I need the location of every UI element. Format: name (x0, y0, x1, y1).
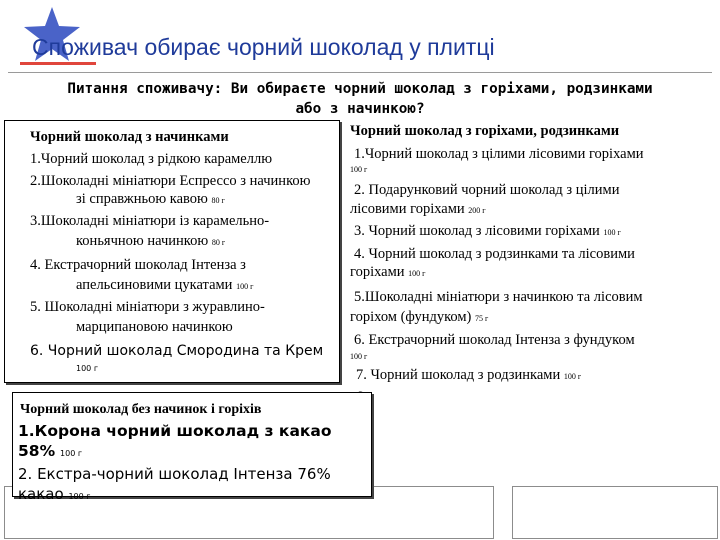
list-item: марципановою начинкою (76, 319, 233, 335)
list-item: коньячною начинкою 80 г (76, 233, 226, 249)
question-line-2: або з начинкою? (295, 101, 425, 117)
list-item: 1.Чорний шоколад з рідкою карамеллю (30, 151, 273, 167)
title-accent-line (20, 62, 96, 65)
list-item: 1.Корона чорний шоколад з какао (18, 422, 332, 440)
list-item: апельсиновими цукатами 100 г (76, 277, 254, 293)
nuts-heading: Чорний шоколад з горіхами, родзинками (350, 123, 620, 139)
list-item: 1.Чорний шоколад з цілими лісовими горіхами (354, 146, 644, 162)
list-item: 2. Екстра-чорний шоколад Інтенза 76% (18, 465, 331, 483)
list-item: 7. Чорний шоколад з родзинками 100 г (356, 367, 582, 383)
list-item: 100 г (350, 352, 368, 361)
plain-heading: Чорний шоколад без начинок і горіхів (20, 402, 262, 417)
question-line-1: Питання споживачу: Ви обираєте чорний шоколад з горіхами, родзинками (67, 81, 653, 97)
list-item: 100 г (350, 165, 368, 174)
list-item: 4. Екстрачорний шоколад Інтенза з (30, 257, 246, 273)
list-item: 5. Шоколадні мініатюри з журавлино- (30, 299, 265, 315)
empty-frame-right (512, 486, 718, 539)
slide-title: Споживач обирає чорний шоколад у плитці (32, 34, 495, 60)
list-item: горіхом (фундуком) 75 г (350, 309, 489, 325)
list-item: 100 г (76, 364, 99, 373)
list-item: 3.Шоколадні мініатюри із карамельно- (30, 213, 270, 229)
title-divider (8, 72, 712, 73)
list-item: 3. Чорний шоколад з лісовими горіхами 100 г (354, 223, 621, 239)
list-item: 2. Подарунковий чорний шоколад з цілими (354, 182, 620, 198)
list-item: горіхами 100 г (350, 264, 426, 280)
list-item: 6. Чорний шоколад Смородина та Крем (30, 343, 324, 359)
list-item: 2.Шоколадні мініатюри Еспрессо з начинкою (30, 173, 311, 189)
list-item: 58% 100 г (18, 442, 83, 460)
list-item: какао 100 г (18, 485, 91, 503)
filled-heading: Чорний шоколад з начинками (30, 129, 229, 145)
list-item: 5.Шоколадні мініатюри з начинкою та лісовим (354, 289, 643, 305)
list-item: зі справжньою кавою 80 г (76, 191, 225, 207)
list-item: 6. Екстрачорний шоколад Інтенза з фундуком (354, 332, 635, 348)
list-item: 4. Чорний шоколад з родзинками та лісовими (354, 246, 635, 262)
consumer-question (4, 79, 716, 119)
list-item: лісовими горіхами 200 г (350, 201, 486, 217)
